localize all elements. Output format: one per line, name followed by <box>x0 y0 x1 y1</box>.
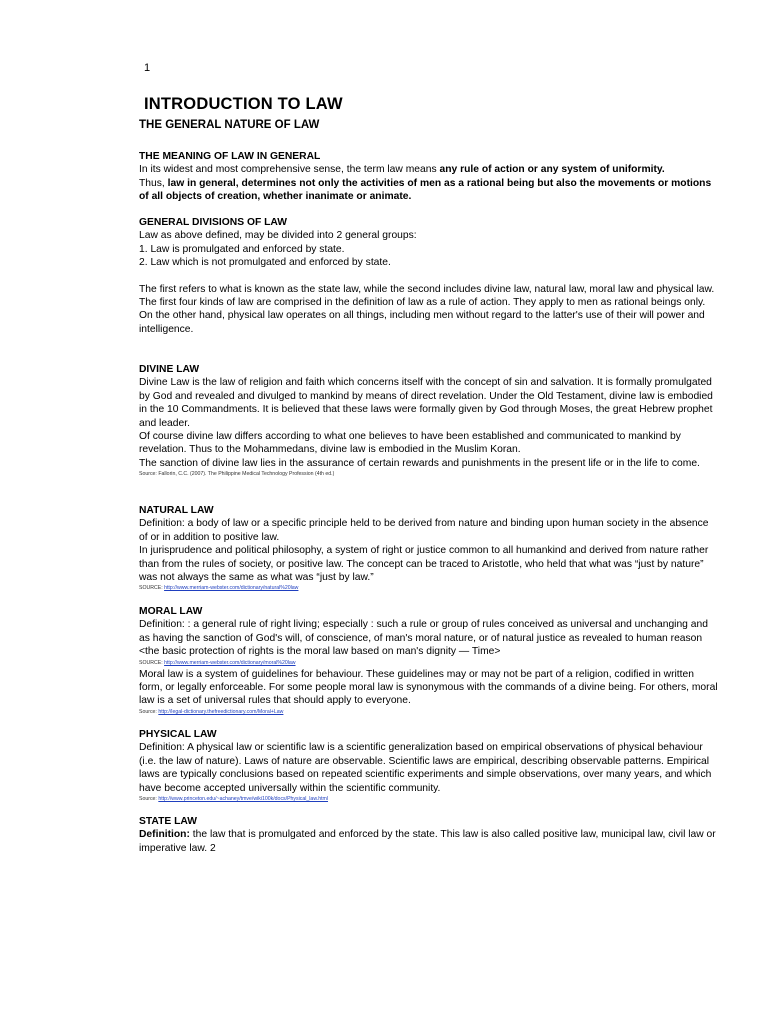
paragraph: Law as above defined, may be divided into 2 general groups: <box>139 230 417 242</box>
list-item: 2. Law which is not promulgated and enforced by state. <box>139 257 391 269</box>
source-label: Source: <box>139 796 159 803</box>
paragraph: The first refers to what is known as the state law, while the second includes divine law, natural law, moral law and physical law. <box>139 283 715 295</box>
paragraph: In jurisprudence and political philosophy, a system of right or justice common to all humankind and derived from nature rather than from the rules of society, or positive law. The concept can be traced to Aristotle, who held that what was “just by nature” was not always the same as what was “just by law.” <box>139 545 709 584</box>
source-link[interactable]: http://legal-dictionary.thefreedictionary.com/Moral+Law <box>158 708 284 715</box>
paragraph: The sanction of divine law lies in the assurance of certain rewards and punishments in the present life or in the life to come. <box>139 457 700 469</box>
paragraph: Moral law is a system of guidelines for behaviour. These guidelines may or may not be part of a religion, codified in written form, or legally enforceable. For some people moral law is synonymous with the commands of a divine being. For others, moral law is a set of universal rules that should apply to everyone. <box>139 668 718 707</box>
bold-text: law in general, determines not only the activities of men as a rational being but also the movements or motions of all objects of creation, whether inanimate or animate. <box>139 177 712 203</box>
paragraph: The first four kinds of law are comprised in the definition of law as a rule of action. They apply to men as rational beings only. On the other hand, physical law operates on all things, including men without regard to the latter's use of their will power and intelligence. <box>139 297 706 335</box>
section-state-law <box>139 815 719 855</box>
text: Thus, <box>139 177 168 189</box>
source-label: SOURCE: <box>139 659 165 666</box>
bold-text: Definition: <box>139 829 190 841</box>
section-heading: THE MEANING OF LAW IN GENERAL <box>139 151 321 162</box>
paragraph: Definition: a body of law or a specific principle held to be derived from nature and binding upon human society in the absence of or in addition to positive law. <box>139 518 709 543</box>
paragraph: Definition: : a general rule of right living; especially : such a rule or group of rules conceived as universal and unchanging and as having the sanction of God's will, of conscience, of man's moral nature, or of natural justice as revealed to human reason <the basic protection of rights is the moral law based on man's dignity — Time> <box>139 619 708 658</box>
page-subtitle: THE GENERAL NATURE OF LAW <box>139 119 320 131</box>
bold-text: any rule of action or any system of uniformity. <box>439 164 665 176</box>
source-link[interactable]: http://www.merriam-webster.com/dictionary/natural%20law <box>164 585 299 592</box>
section-divisions <box>139 216 719 336</box>
section-natural-law <box>139 504 719 593</box>
paragraph: Definition: A physical law or scientific law is a scientific generalization based on empirical observations of physical behaviour (i.e. the law of nature). Laws of nature are observable. Scientific laws are empirical, describing observable patterns. Empirical laws are typically conclusions based on repeated scientific experiments and simple observations, over many years, and which have become accepted universally within the scientific community. <box>139 742 712 794</box>
paragraph: Of course divine law differs according to what one believes to have been established and communicated to mankind by revelation. Thus to the Mohammedans, divine law is embodied in the Muslim Koran. <box>139 431 681 456</box>
section-heading: DIVINE LAW <box>139 364 200 375</box>
page-number: 1 <box>144 62 151 74</box>
paragraph <box>139 163 719 176</box>
section-meaning <box>139 150 719 204</box>
source-citation <box>139 708 719 717</box>
source-link[interactable]: http://www.merriam-webster.com/dictionary/moral%20law <box>164 659 296 666</box>
section-heading: MORAL LAW <box>139 606 203 617</box>
page-title: INTRODUCTION TO LAW <box>144 95 343 113</box>
paragraph <box>139 828 719 855</box>
section-heading: GENERAL DIVISIONS OF LAW <box>139 217 287 228</box>
source-citation <box>139 584 719 593</box>
section-heading: NATURAL LAW <box>139 505 214 516</box>
text: the law that is promulgated and enforced by the state. This law is also called positive law, municipal law, civil law or imperative law. 2 <box>139 829 716 854</box>
source-link[interactable]: http://www.princeton.edu/~achaney/tmve/wiki100k/docs/Physical_law.html <box>158 796 329 803</box>
section-divine-law <box>139 363 719 479</box>
source-label: Source: <box>139 708 159 715</box>
list-item: 1. Law is promulgated and enforced by state. <box>139 243 345 255</box>
source-label: SOURCE: <box>139 585 165 592</box>
paragraph: Divine Law is the law of religion and faith which concerns itself with the concept of sin and salvation. It is formally promulgated by God and revealed and divulged to mankind by means of direct revelation. Under the Old Testament, divine law is embodied in the 10 Commandments. It is believed that these laws were formally given by God through Moses, the great Hebrew prophet and leader. <box>139 377 713 429</box>
source-citation: Source: Fallorin, C.C. (2007). The Philippine Medical Technology Profession (4th ed.) <box>139 471 335 478</box>
section-heading: STATE LAW <box>139 816 197 827</box>
section-moral-law <box>139 605 719 717</box>
source-citation <box>139 659 719 668</box>
section-physical-law <box>139 728 719 804</box>
text: In its widest and most comprehensive sense, the term law means <box>139 164 440 176</box>
source-citation <box>139 795 719 804</box>
section-heading: PHYSICAL LAW <box>139 729 217 740</box>
paragraph <box>139 177 719 204</box>
